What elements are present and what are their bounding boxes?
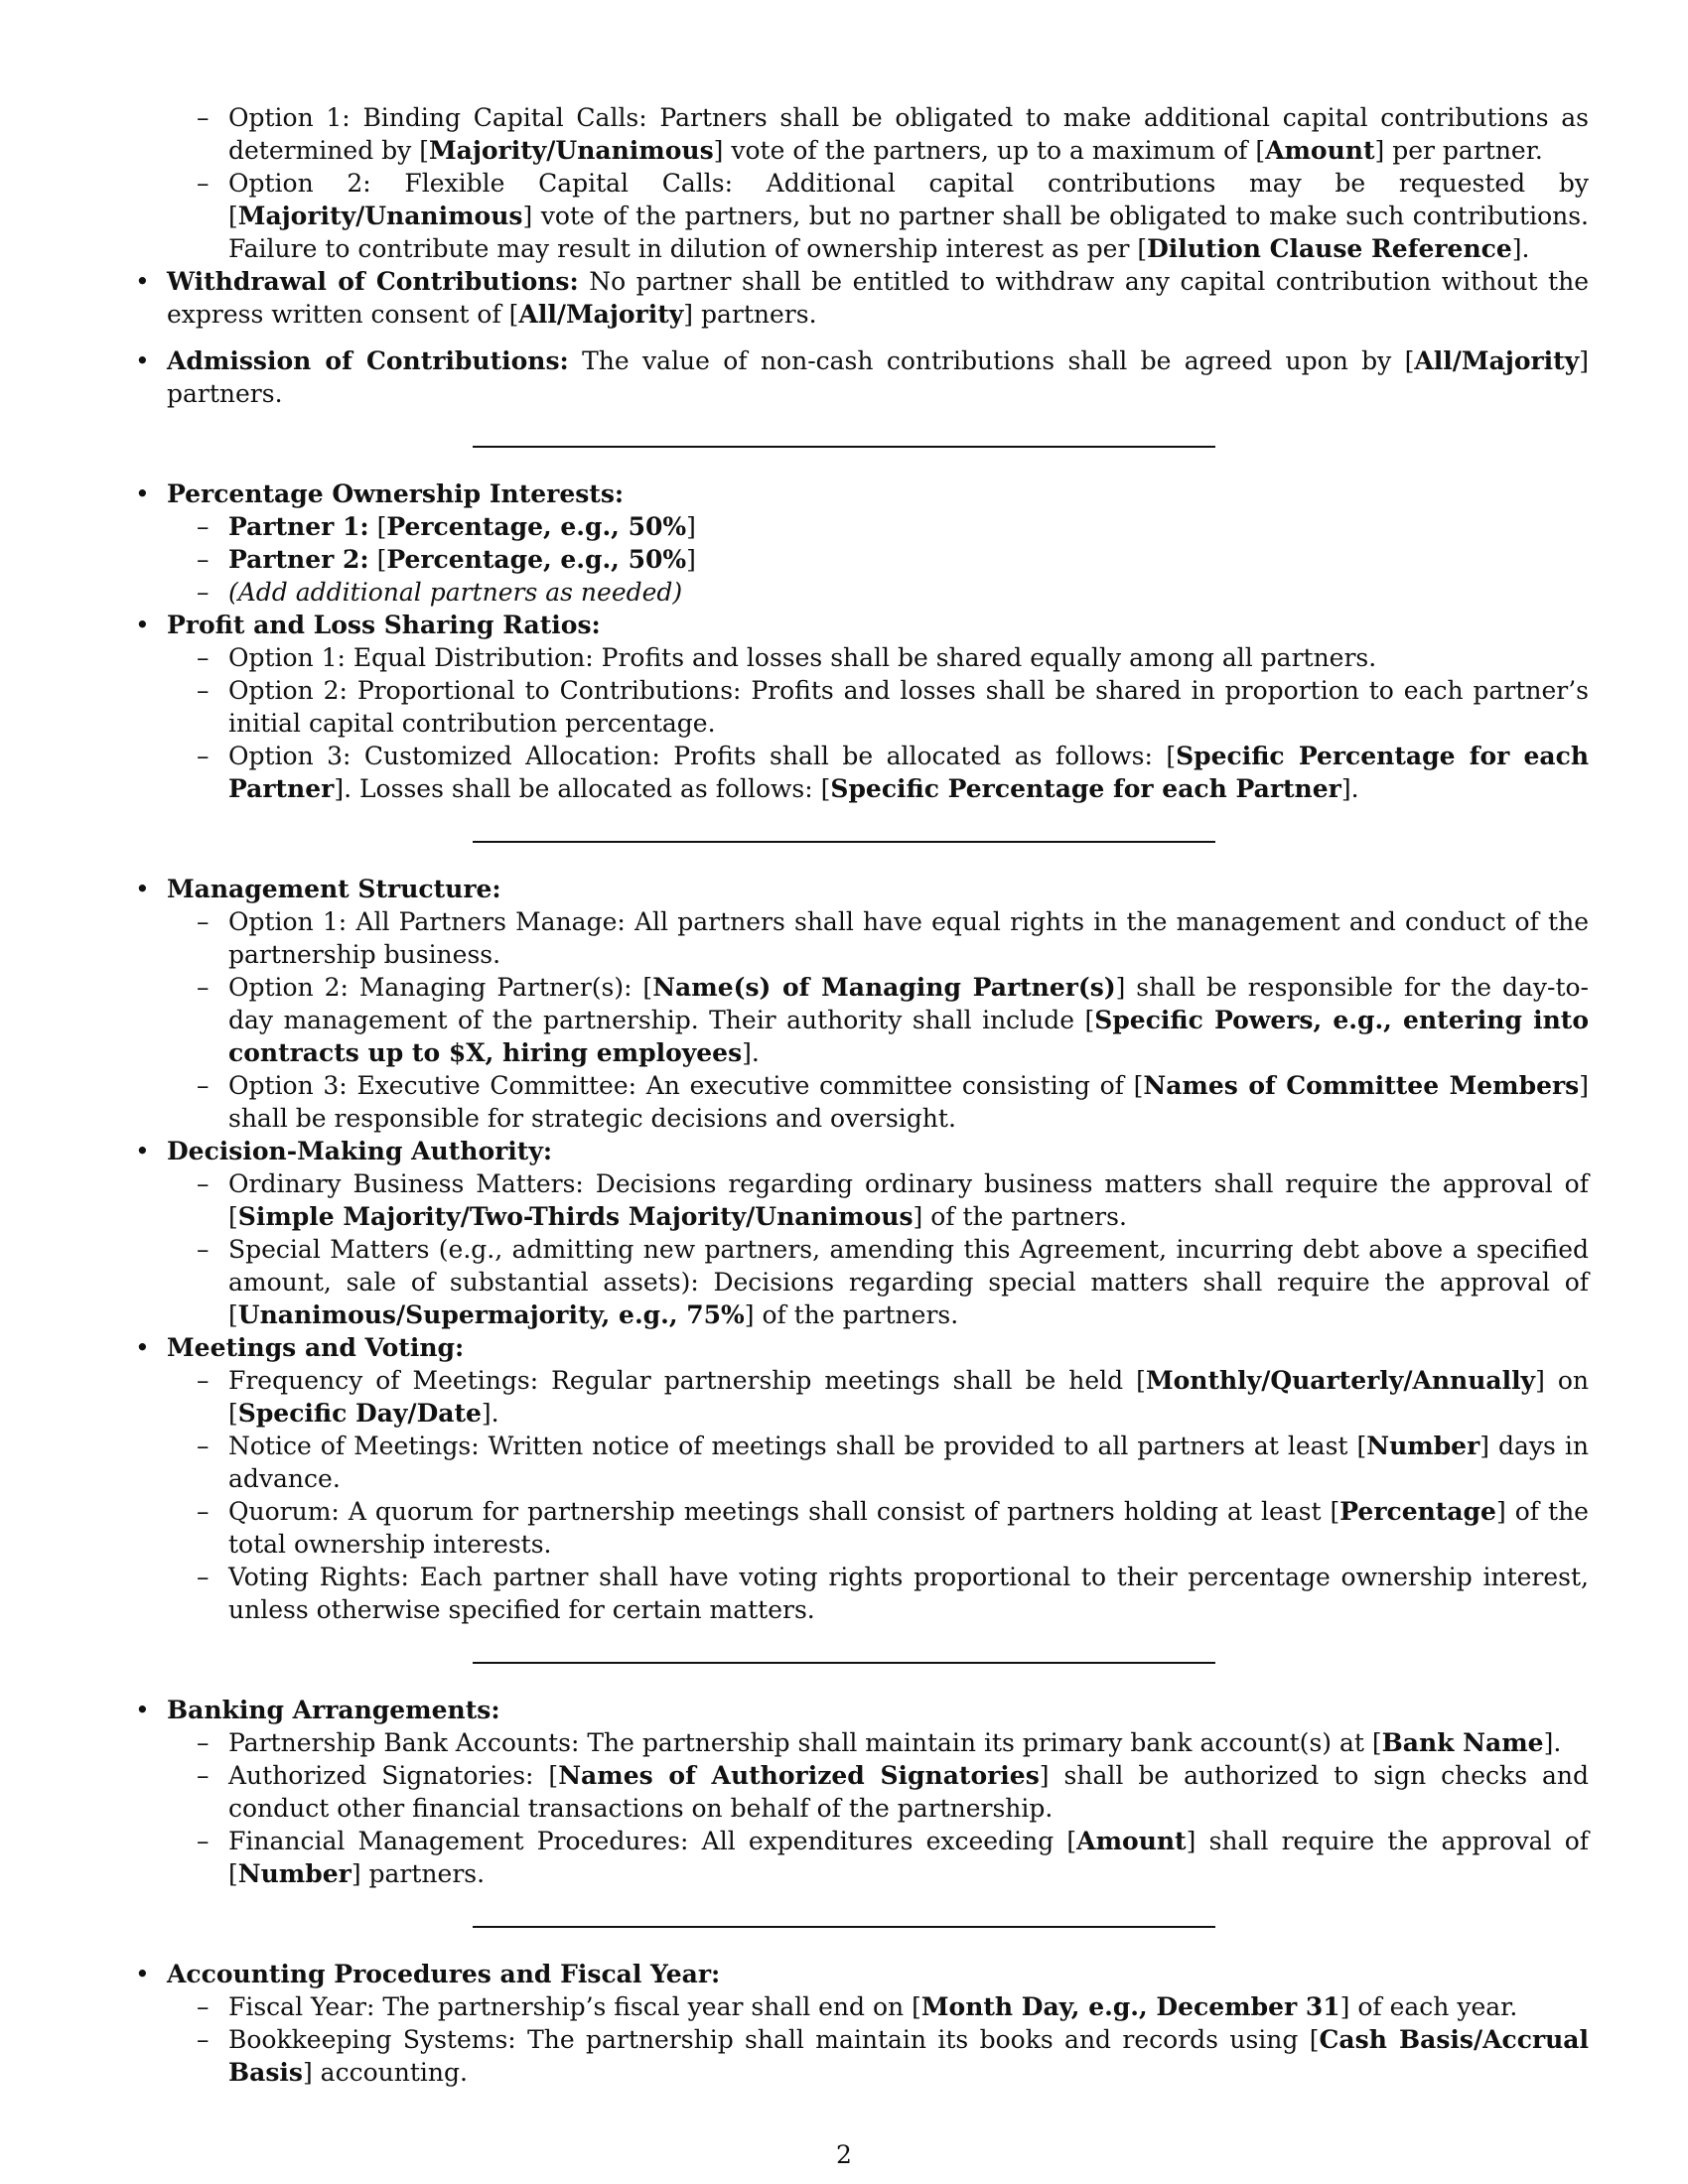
meeting-notice: – Notice of Meetings: Written notice of meetings shall be provided to all partners at least [Number] days in advance.	[228, 1430, 1589, 1495]
placeholder-field: Specific Percentage for each Partner	[830, 774, 1341, 803]
governance-section	[167, 873, 1589, 1626]
management-item	[167, 873, 1589, 1135]
section-label: Admission of Contributions:	[167, 346, 569, 375]
section-divider	[473, 841, 1215, 843]
capital-calls-options	[167, 101, 1589, 265]
placeholder-field: Names of Committee Members	[1143, 1071, 1580, 1100]
placeholder-field: Simple Majority/Two-Thirds Majority/Unanimous	[237, 1202, 914, 1231]
meetings-item	[167, 1331, 1589, 1626]
placeholder-field: Bank Name	[1381, 1728, 1544, 1757]
placeholder-field: Number	[1366, 1432, 1480, 1460]
fiscal-year: – Fiscal Year: The partnership’s fiscal year shall end on [Month Day, e.g., December 31] of each year.	[228, 1990, 1589, 2023]
profit-loss-item	[167, 609, 1589, 805]
section-divider	[473, 1662, 1215, 1664]
placeholder-field: Number	[237, 1859, 352, 1888]
placeholder-field: Specific Percentage for each Partner	[228, 742, 1589, 803]
meeting-frequency: – Frequency of Meetings: Regular partnership meetings shall be held [Monthly/Quarterly/Annually] on [Specific Day/Date].	[228, 1364, 1589, 1430]
placeholder-field: Majority/Unanimous	[428, 136, 714, 165]
page-number: 2	[836, 2140, 852, 2169]
placeholder-field: Monthly/Quarterly/Annually	[1145, 1366, 1536, 1395]
placeholder-field: Amount	[1265, 136, 1375, 165]
meeting-quorum: – Quorum: A quorum for partnership meetings shall consist of partners holding at least [Percentage] of the total ownership interests.	[228, 1495, 1589, 1561]
placeholder-field: Names of Authorized Signatories	[558, 1761, 1040, 1790]
section-label: Meetings and Voting:	[167, 1333, 465, 1362]
add-partners-note: – (Add additional partners as needed)	[228, 576, 1589, 609]
section-label: Withdrawal of Contributions:	[167, 267, 579, 296]
placeholder-field: Name(s) of Managing Partner(s)	[652, 973, 1116, 1002]
management-option-1: – Option 1: All Partners Manage: All partners shall have equal rights in the management and conduct of the partnership business.	[228, 905, 1589, 971]
management-option-3: – Option 3: Executive Committee: An executive committee consisting of [Names of Committee Members] shall be responsible for strategic decisions and oversight.	[228, 1069, 1589, 1135]
placeholder-field: All/Majority	[518, 300, 684, 329]
placeholder-field: Unanimous/Supermajority, e.g., 75%	[237, 1300, 745, 1329]
partner-2-share: – Partner 2: [Percentage, e.g., 50%]	[228, 543, 1589, 576]
section-label: Decision-Making Authority:	[167, 1137, 553, 1165]
section-label: Percentage Ownership Interests:	[167, 479, 625, 508]
bookkeeping-systems: – Bookkeeping Systems: The partnership shall maintain its books and records using [Cash Basis/Accrual Basis] accounting.	[228, 2023, 1589, 2089]
placeholder-field: Amount	[1076, 1827, 1187, 1855]
placeholder-field: Month Day, e.g., December 31	[920, 1992, 1340, 2021]
accounting-item	[167, 1958, 1589, 2089]
ordinary-matters: – Ordinary Business Matters: Decisions regarding ordinary business matters shall require the approval of [Simple Majority/Two-Thirds Majority/Unanimous] of the partners.	[228, 1167, 1589, 1233]
placeholder-field: Percentage, e.g., 50%	[386, 512, 687, 541]
accounting-section	[167, 1958, 1589, 2089]
financial-procedures: – Financial Management Procedures: All expenditures exceeding [Amount] shall require the approval of [Number] partners.	[228, 1825, 1589, 1890]
placeholder-field: Percentage, e.g., 50%	[386, 545, 687, 574]
document-body	[167, 101, 1589, 2089]
ownership-section	[167, 478, 1589, 805]
placeholder-field: Specific Powers, e.g., entering into contracts up to $X, hiring employees	[228, 1006, 1590, 1067]
decision-item	[167, 1135, 1589, 1331]
authorized-signatories: – Authorized Signatories: [Names of Authorized Signatories] shall be authorized to sign checks and conduct other financial transactions on behalf of the partnership.	[228, 1759, 1589, 1825]
partner-1-share: – Partner 1: [Percentage, e.g., 50%]	[228, 510, 1589, 543]
placeholder-field: Specific Day/Date	[237, 1399, 482, 1428]
section-label: Management Structure:	[167, 875, 501, 903]
management-option-2: – Option 2: Managing Partner(s): [Name(s) of Managing Partner(s)] shall be responsible for the day-to-day management of the partnership. Their authority shall include [Specific Powers, e.g., entering into contracts up to $X, hiring employees].	[228, 971, 1589, 1069]
section-label: Banking Arrangements:	[167, 1696, 500, 1724]
special-matters: – Special Matters (e.g., admitting new partners, amending this Agreement, incurring debt above a specified amount, sale of substantial assets): Decisions regarding special matters shall require the approval of [Unanimous/Supermajority, e.g., 75%] of the partners.	[228, 1233, 1589, 1331]
placeholder-field: Percentage	[1339, 1497, 1496, 1526]
capital-call-option-2: – Option 2: Flexible Capital Calls: Additional capital contributions may be requested by [Majority/Unanimous] vote of the partners, but no partner shall be obligated to make such contributions. Failure to contribute may result in dilution of ownership interest as per [Dilution Clause Reference].	[228, 167, 1589, 265]
profit-option-2: – Option 2: Proportional to Contributions: Profits and losses shall be shared in proportion to each partner’s initial capital contribution percentage.	[228, 674, 1589, 740]
section-divider	[473, 446, 1215, 448]
ownership-item	[167, 478, 1589, 609]
profit-option-3: – Option 3: Customized Allocation: Profits shall be allocated as follows: [Specific Percentage for each Partner]. Losses shall be allocated as follows: [Specific Percentage for each Partner].	[228, 740, 1589, 805]
section-label: Accounting Procedures and Fiscal Year:	[167, 1960, 721, 1988]
placeholder-field: Cash Basis/Accrual Basis	[228, 2025, 1589, 2087]
admission-item: • Admission of Contributions: The value of non-cash contributions shall be agreed upon by [All/Majority] partners.	[167, 344, 1589, 410]
voting-rights: – Voting Rights: Each partner shall have voting rights proportional to their percentage ownership interest, unless otherwise specified for certain matters.	[228, 1561, 1589, 1626]
placeholder-field: Dilution Clause Reference	[1147, 234, 1512, 263]
withdrawal-item: • Withdrawal of Contributions: No partner shall be entitled to withdraw any capital contribution without the express written consent of [All/Majority] partners.	[167, 265, 1589, 331]
capital-call-option-1: – Option 1: Binding Capital Calls: Partners shall be obligated to make additional capital contributions as determined by [Majority/Unanimous] vote of the partners, up to a maximum of [Amount] per partner.	[228, 101, 1589, 167]
banking-section	[167, 1694, 1589, 1890]
section-divider	[473, 1926, 1215, 1928]
profit-option-1: – Option 1: Equal Distribution: Profits and losses shall be shared equally among all partners.	[228, 641, 1589, 674]
banking-item	[167, 1694, 1589, 1890]
section-label: Profit and Loss Sharing Ratios:	[167, 611, 601, 639]
placeholder-field: All/Majority	[1414, 346, 1580, 375]
contributions-list	[167, 265, 1589, 410]
placeholder-field: Majority/Unanimous	[237, 202, 523, 230]
bank-accounts: – Partnership Bank Accounts: The partnership shall maintain its primary bank account(s) at [Bank Name].	[228, 1726, 1589, 1759]
